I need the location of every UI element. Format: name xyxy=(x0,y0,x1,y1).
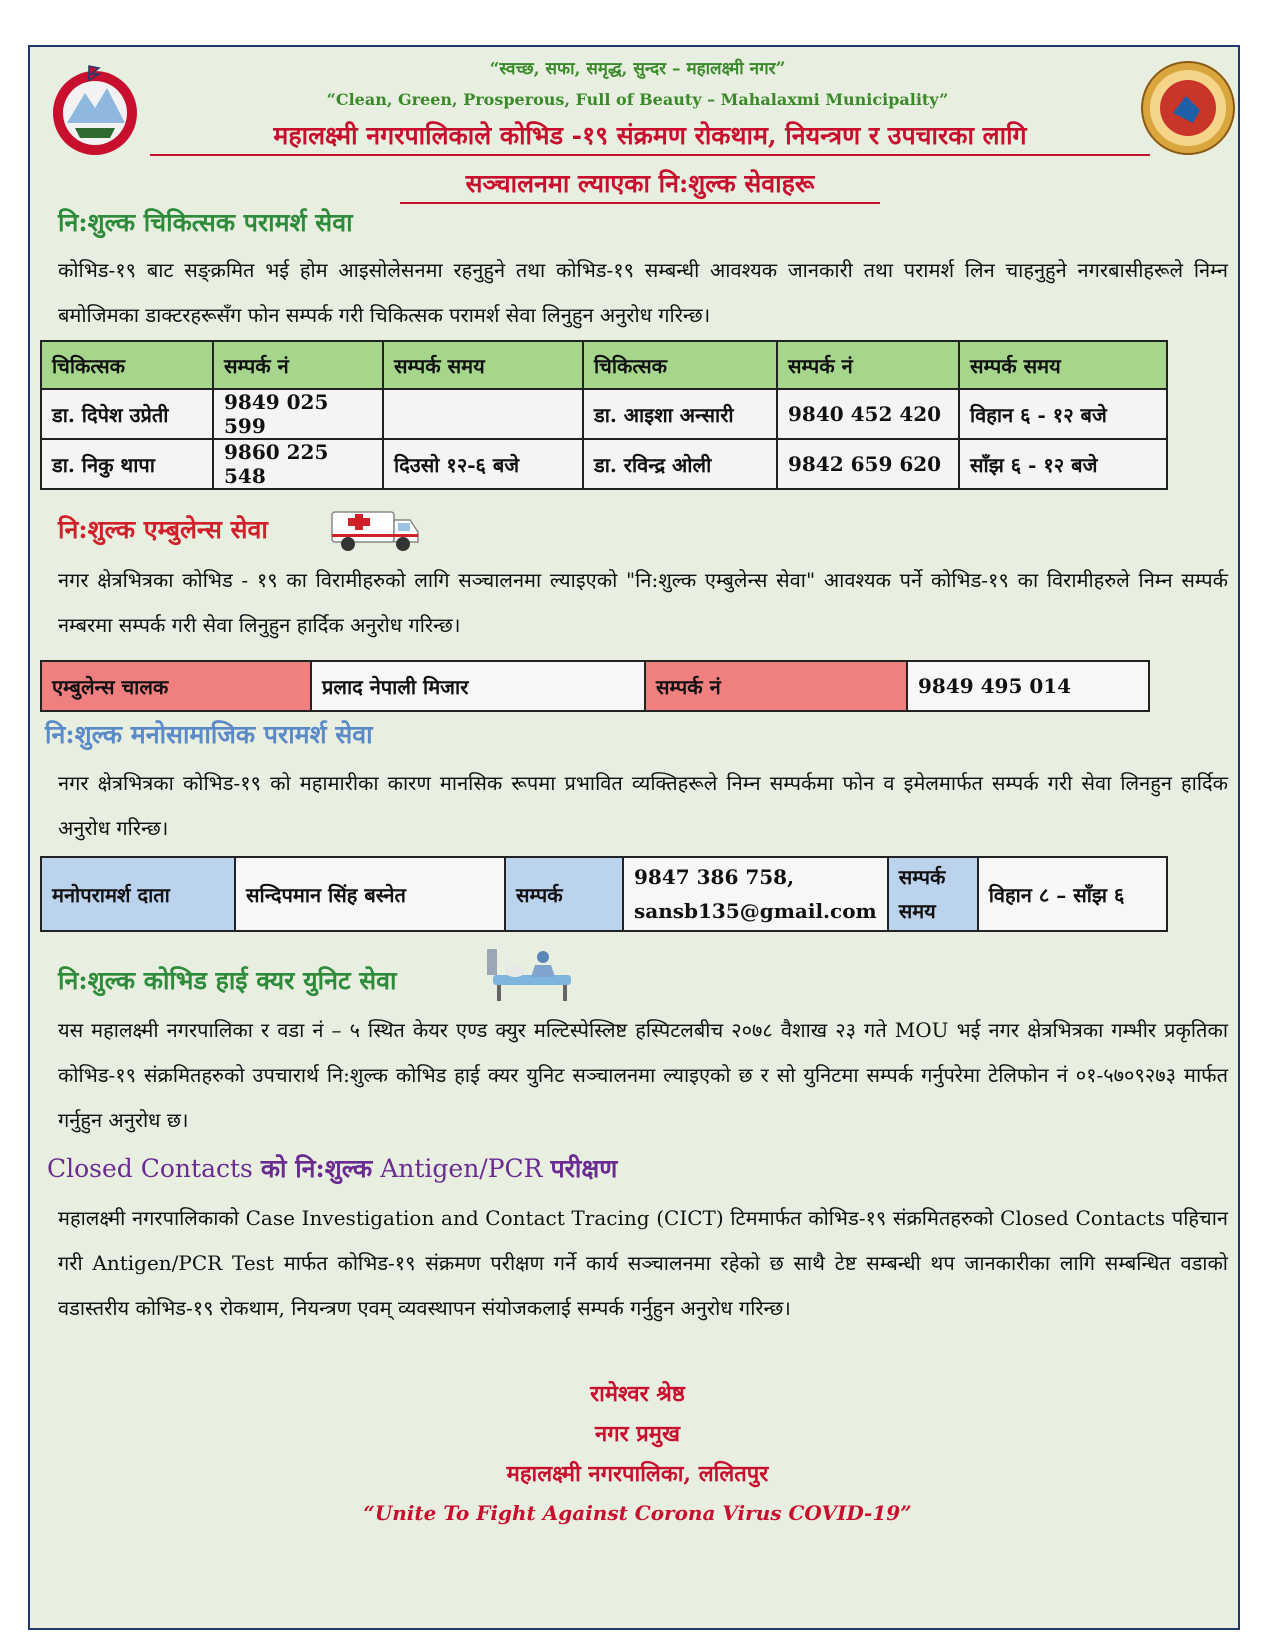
driver-label: एम्बुलेन्स चालक xyxy=(41,661,311,711)
page-title-line2: सञ्चालनमा ल्याएका नि:शुल्क सेवाहरू xyxy=(400,166,880,204)
table-cell: डा. दिपेश उप्रेती xyxy=(41,389,213,439)
psycho-table xyxy=(40,856,1168,932)
signatory-office: महालक्ष्मी नगरपालिका, ललितपुर xyxy=(506,1461,769,1487)
contact-label: सम्पर्क नं xyxy=(645,661,907,711)
phone-number: 9847 386 758, xyxy=(634,865,795,889)
table-cell: 9842 659 620 xyxy=(777,439,959,489)
counselor-name: सन्दिपमान सिंह बस्नेत xyxy=(235,857,505,931)
signatory-name: रामेश्वर श्रेष्ठ xyxy=(590,1381,685,1407)
ambulance-icon xyxy=(328,500,423,555)
signatory-designation: नगर प्रमुख xyxy=(595,1421,680,1447)
table-cell: डा. रविन्द्र ओली xyxy=(583,439,777,489)
contact-details xyxy=(623,857,888,931)
table-cell: 9840 452 420 xyxy=(777,389,959,439)
pcr-section-text: महालक्ष्मी नगरपालिकाको Case Investigation and Contact Tracing (CICT) टिममार्फत कोभिड-१९ संक्रमितहरुको Closed Contacts पहिचान गरी Antigen/PCR Test मार्फत कोभिड-१९ संक्रमण परीक्षण गर्ने कार्य सञ्चालनमा रहेको छ साथै टेष्ट सम्बन्धी थप जानकारीका लागि सम्बन्धित वडाको वडास्तरीय कोभिड-१९ रोकथाम, नियन्त्रण एवम् व्यवस्थापन संयोजकलाई सम्पर्क गर्नुहुन अनुरोध गरिन्छ। xyxy=(58,1206,1228,1320)
table-row xyxy=(41,439,1167,489)
table-cell: साँझ ६ - १२ बजे xyxy=(959,439,1167,489)
column-header: चिकित्सक xyxy=(583,341,777,389)
hcu-section-heading: नि:शुल्क कोभिड हाई क्यर युनिट सेवा xyxy=(58,966,397,995)
table-row xyxy=(41,857,1167,931)
column-header: सम्पर्क समय xyxy=(383,341,583,389)
table-cell: विहान ६ - १२ बजे xyxy=(959,389,1167,439)
doctor-section-heading: नि:शुल्क चिकित्सक परामर्श सेवा xyxy=(58,208,353,237)
ambulance-table xyxy=(40,660,1150,712)
page-title-line1: महालक्ष्मी नगरपालिकाले कोभिड -१९ संक्रमण रोकथाम, नियन्त्रण र उपचारका लागि xyxy=(150,118,1150,156)
hcu-section-text: यस महालक्ष्मी नगरपालिका र वडा नं – ५ स्थित केयर एण्ड क्युर मल्टिस्पेस्लिष्ट हस्पिटलबीच २०७८ वैशाख २३ गते MOU भई नगर क्षेत्रभित्रका गम्भीर प्रकृतिका कोभिड-१९ संक्रमितहरुको उपचारार्थ नि:शुल्क कोभिड हाई क्यर युनिट सञ्चालनमा ल्याइएको छ र सो युनिटमा सम्पर्क गर्नुपरेमा टेलिफोन नं ०१-५७०९२७३ मार्फत गर्नुहुन अनुरोध छ। xyxy=(58,1018,1228,1132)
psycho-section-text: नगर क्षेत्रभित्रका कोभिड-१९ को महामारीका कारण मानसिक रूपमा प्रभावित व्यक्तिहरूले निम्न सम्पर्कमा फोन व इमेलमार्फत सम्पर्क गरी सेवा लिनहुन हार्दिक अनुरोध गरिन्छ। xyxy=(58,771,1228,840)
hospital-bed-icon xyxy=(485,945,585,1007)
table-row xyxy=(41,389,1167,439)
email-address: sansb135@gmail.com xyxy=(634,899,877,923)
psycho-section-heading: नि:शुल्क मनोसामाजिक परामर्श सेवा xyxy=(45,720,373,749)
nepali-slogan: “स्वच्छ, सफा, समृद्ध, सुन्दर – महालक्ष्मी नगर” xyxy=(489,59,786,79)
ambulance-section-text: नगर क्षेत्रभित्रका कोभिड - १९ का विरामीहरुको लागि सञ्चालनमा ल्याइएको "नि:शुल्क एम्बुलेन्स सेवा" आवश्यक पर्ने कोभिड-१९ का विरामीहरुले निम्न सम्पर्क नम्बरमा सम्पर्क गरी सेवा लिनुहुन हार्दिक अनुरोध गरिन्छ। xyxy=(58,568,1228,637)
column-header: सम्पर्क नं xyxy=(213,341,383,389)
counselor-label: मनोपरामर्श दाता xyxy=(41,857,235,931)
table-cell: डा. आइशा अन्सारी xyxy=(583,389,777,439)
column-header: चिकित्सक xyxy=(41,341,213,389)
table-cell: 9860 225 548 xyxy=(213,439,383,489)
table-cell: 9849 025 599 xyxy=(213,389,383,439)
contact-number: 9849 495 014 xyxy=(907,661,1149,711)
column-header: सम्पर्क नं xyxy=(777,341,959,389)
table-cell: डा. निकु थापा xyxy=(41,439,213,489)
table-cell xyxy=(383,389,583,439)
driver-name: प्रलाद नेपाली मिजार xyxy=(311,661,645,711)
pcr-section-heading: Closed Contacts को नि:शुल्क Antigen/PCR परीक्षण xyxy=(47,1154,618,1183)
doctor-section-text: कोभिड-१९ बाट सङ्क्रमित भई होम आइसोलेसनमा रहनुहुने तथा कोभिड-१९ सम्बन्धी आवश्यक जानकारी तथा परामर्श लिन चाहनुहुने नगरबासीहरूले निम्न बमोजिमका डाक्टरहरूसँग फोन सम्पर्क गरी चिकित्सक परामर्श सेवा लिनुहुन अनुरोध गरिन्छ। xyxy=(58,258,1228,327)
ambulance-section-heading: नि:शुल्क एम्बुलेन्स सेवा xyxy=(58,515,268,544)
doctor-table xyxy=(40,340,1168,490)
time-value: विहान ८ – साँझ ६ xyxy=(978,857,1167,931)
table-cell: दिउसो १२-६ बजे xyxy=(383,439,583,489)
footer-motto: “Unite To Fight Against Corona Virus COVID-19” xyxy=(363,1501,912,1525)
table-header-row xyxy=(41,341,1167,389)
contact-label: सम्पर्क xyxy=(505,857,623,931)
column-header: सम्पर्क समय xyxy=(959,341,1167,389)
table-row xyxy=(41,661,1149,711)
english-slogan: “Clean, Green, Prosperous, Full of Beauty – Mahalaxmi Municipality” xyxy=(326,90,949,109)
time-label: सम्पर्क समय xyxy=(888,857,978,931)
